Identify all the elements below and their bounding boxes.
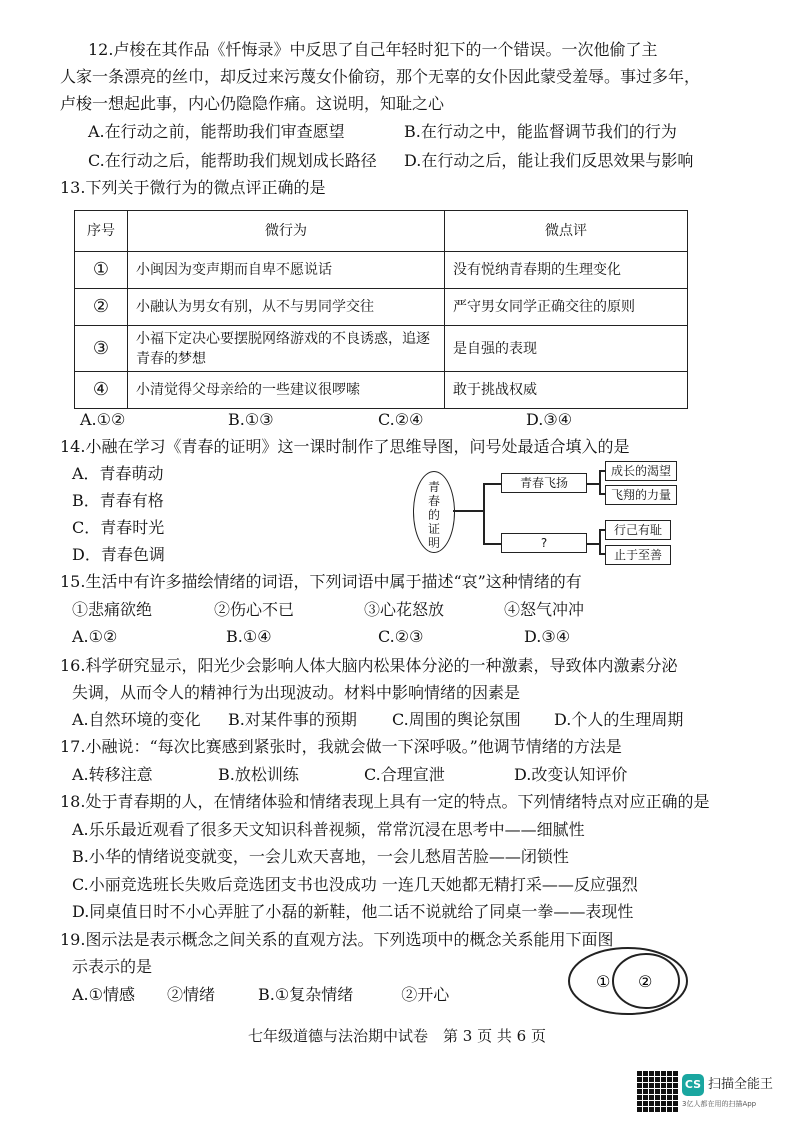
scanner-logo: CS <box>682 1074 704 1096</box>
mindmap-leaf-2a: 行己有耻 <box>605 520 671 540</box>
q17-option-c: C.合理宣泄 <box>364 765 445 784</box>
q15-option-d: D.③④ <box>524 627 571 646</box>
q19-line2: 示表示的是 <box>72 957 153 976</box>
venn-outer-label: ① <box>596 972 611 991</box>
q16-line1: 16.科学研究显示，阳光少会影响人体大脑内松果体分泌的一种激素，导致体内激素分泌 <box>60 656 678 675</box>
q16-option-b: B.对某件事的预期 <box>228 710 357 729</box>
mindmap-connector <box>587 483 599 485</box>
q12-line3: 卢梭一想起此事，内心仍隐隐作痛。这说明，知耻之心 <box>60 94 445 113</box>
row-number: ③ <box>75 326 128 372</box>
q12-line2: 人家一条漂亮的丝巾，却反过来污蔑女仆偷窃，那个无辜的女仆因此蒙受羞辱。事过多年， <box>60 67 701 86</box>
q14-option-a: A．青春萌动 <box>72 464 164 483</box>
row-number: ④ <box>75 372 128 409</box>
q14-stem: 14.小融在学习《青春的证明》这一课时制作了思维导图，问号处最适合填入的是 <box>60 437 630 456</box>
q15-word-2: ②伤心不已 <box>214 600 295 619</box>
q17-option-a: A.转移注意 <box>72 765 153 784</box>
micro-behavior-table <box>74 210 688 409</box>
q15-option-a: A.①② <box>72 627 118 646</box>
q19-line1: 19.图示法是表示概念之间关系的直观方法。下列选项中的概念关系能用下面图 <box>60 930 614 949</box>
q12-line1: 12.卢梭在其作品《忏悔录》中反思了自己年轻时犯下的一个错误。一次他偷了主 <box>88 40 658 59</box>
mindmap-branch-1: 青春飞扬 <box>501 473 587 493</box>
mindmap-connector <box>599 470 601 493</box>
row-behavior: 小清觉得父母亲给的一些建议很啰嗦 <box>128 372 445 409</box>
header-number: 序号 <box>75 211 128 252</box>
q13-option-a: A.①② <box>80 410 126 429</box>
q13-option-b: B.①③ <box>228 410 274 429</box>
q14-option-d: D．青春色调 <box>72 545 165 564</box>
qr-code-icon <box>636 1070 678 1112</box>
table-row <box>75 326 688 372</box>
mindmap-connector <box>483 483 485 543</box>
table-header-row <box>75 211 688 252</box>
q15-word-4: ④怒气冲冲 <box>504 600 585 619</box>
header-behavior: 微行为 <box>128 211 445 252</box>
mindmap-leaf-2b: 止于至善 <box>605 545 671 565</box>
row-comment: 是自强的表现 <box>445 326 688 372</box>
q13-option-c: C.②④ <box>378 410 424 429</box>
venn-inner-label: ② <box>638 972 653 991</box>
q13-option-d: D.③④ <box>526 410 573 429</box>
mindmap-center-label: 青春的证明 <box>427 480 440 550</box>
scanner-tagline: 3亿人都在用的扫描App <box>682 1100 757 1108</box>
row-number: ② <box>75 289 128 326</box>
row-comment: 严守男女同学正确交往的原则 <box>445 289 688 326</box>
q14-option-c: C．青春时光 <box>72 518 165 537</box>
table-row <box>75 252 688 289</box>
q15-word-3: ③心花怒放 <box>364 600 445 619</box>
q16-option-c: C.周围的舆论氛围 <box>392 710 521 729</box>
mindmap-connector <box>587 543 599 545</box>
q16-option-d: D.个人的生理周期 <box>554 710 684 729</box>
q19-option-b: B.①复杂情绪 ②开心 <box>258 985 450 1004</box>
q17-option-b: B.放松训练 <box>218 765 299 784</box>
q15-option-c: C.②③ <box>378 627 424 646</box>
table-row <box>75 372 688 409</box>
mindmap-connector <box>453 510 483 512</box>
scanner-app-name: 扫描全能王 <box>708 1077 774 1092</box>
q16-line2: 失调，从而令人的精神行为出现波动。材料中影响情绪的因素是 <box>72 683 521 702</box>
q18-stem: 18.处于青春期的人，在情绪体验和情绪表现上具有一定的特点。下列情绪特点对应正确的是 <box>60 792 710 811</box>
row-comment: 敢于挑战权威 <box>445 372 688 409</box>
q12-option-c: C.在行动之后，能帮助我们规划成长路径 <box>88 151 377 170</box>
mindmap-leaf-1b: 飞翔的力量 <box>605 485 677 505</box>
venn-diagram <box>566 944 692 1016</box>
q12-option-a: A.在行动之前，能帮助我们审查愿望 <box>88 122 345 141</box>
q18-option-c: C.小丽竞选班长失败后竞选团支书也没成功 一连几天她都无精打采——反应强烈 <box>72 875 638 894</box>
row-number: ① <box>75 252 128 289</box>
row-behavior: 小融认为男女有别，从不与男同学交往 <box>128 289 445 326</box>
q16-option-a: A.自然环境的变化 <box>72 710 201 729</box>
q18-option-d: D.同桌值日时不小心弄脏了小磊的新鞋，他二话不说就给了同桌一拳——表现性 <box>72 902 634 921</box>
q13-stem: 13.下列关于微行为的微点评正确的是 <box>60 178 326 197</box>
row-behavior: 小福下定决心要摆脱网络游戏的不良诱惑，追逐青春的梦想 <box>128 326 445 372</box>
q18-option-a: A.乐乐最近观看了很多天文知识科普视频，常常沉浸在思考中——细腻性 <box>72 820 585 839</box>
mindmap-connector <box>483 483 501 485</box>
q17-stem: 17.小融说：“每次比赛感到紧张时，我就会做一下深呼吸。”他调节情绪的方法是 <box>60 737 622 756</box>
table-row <box>75 289 688 326</box>
mindmap-center <box>413 471 455 553</box>
row-comment: 没有悦纳青春期的生理变化 <box>445 252 688 289</box>
page-footer: 七年级道德与法治期中试卷 第 3 页 共 6 页 <box>248 1027 546 1045</box>
mindmap-branch-2: ? <box>501 533 587 553</box>
q15-word-1: ①悲痛欲绝 <box>72 600 153 619</box>
q18-option-b: B.小华的情绪说变就变，一会儿欢天喜地，一会儿愁眉苦脸——闭锁性 <box>72 847 569 866</box>
q14-option-b: B．青春有格 <box>72 491 164 510</box>
q15-stem: 15.生活中有许多描绘情绪的词语，下列词语中属于描述“哀”这种情绪的有 <box>60 572 582 591</box>
q15-option-b: B.①④ <box>226 627 272 646</box>
mindmap-connector <box>483 543 501 545</box>
row-behavior: 小闽因为变声期而自卑不愿说话 <box>128 252 445 289</box>
q12-option-b: B.在行动之中，能监督调节我们的行为 <box>404 122 677 141</box>
mindmap-connector <box>599 529 601 553</box>
header-comment: 微点评 <box>445 211 688 252</box>
mindmap-leaf-1a: 成长的渴望 <box>605 461 677 481</box>
q19-option-a: A.①情感 ②情绪 <box>72 985 215 1004</box>
q12-option-d: D.在行动之后，能让我们反思效果与影响 <box>404 151 694 170</box>
q17-option-d: D.改变认知评价 <box>514 765 628 784</box>
